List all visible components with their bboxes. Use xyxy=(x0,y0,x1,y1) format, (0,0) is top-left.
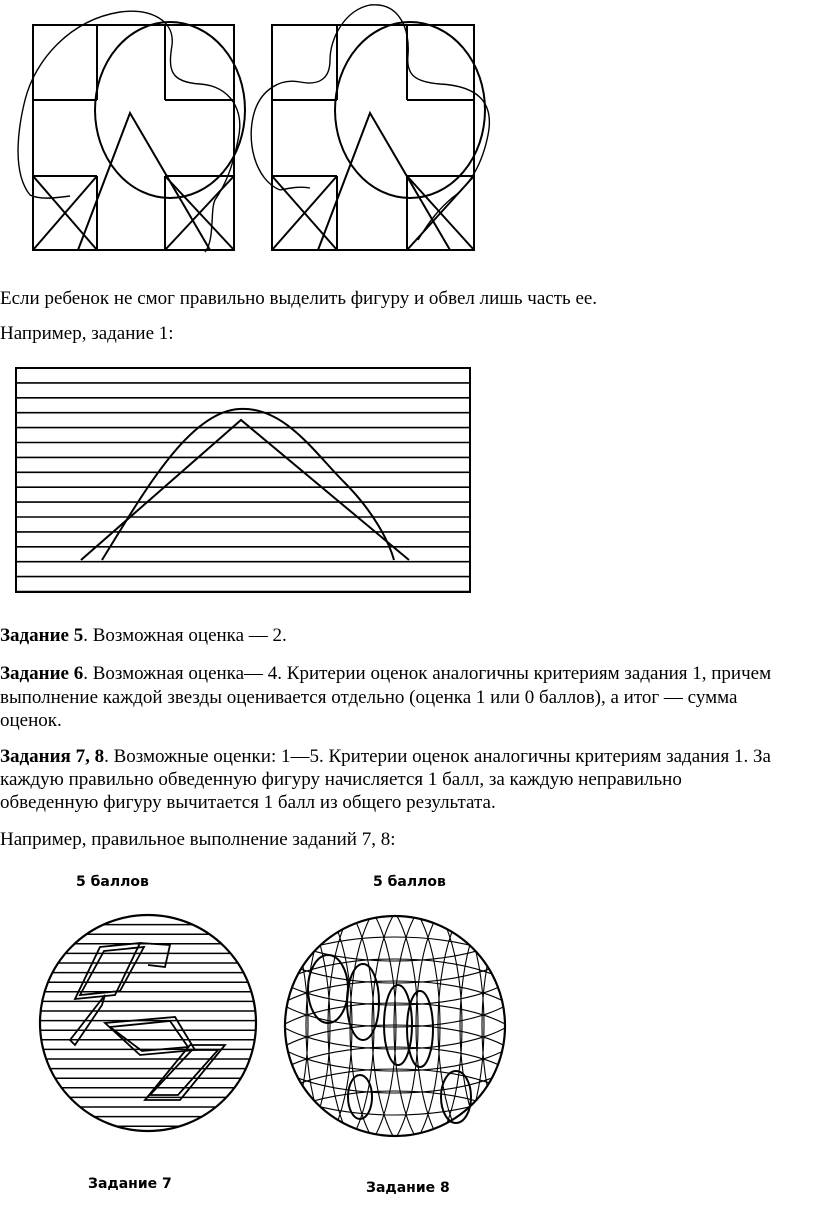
task1-example-drawing xyxy=(14,362,474,598)
task6-label: Задание 6 xyxy=(0,663,84,684)
task8-figure xyxy=(278,907,518,1147)
top-figures xyxy=(0,0,816,262)
task8-drawing xyxy=(278,907,518,1147)
task78-line2: каждую правильно обведенную фигуру начисляется 1 балл, за каждую неправильно xyxy=(0,769,682,790)
task7-figure xyxy=(30,905,270,1145)
task5-label: Задание 5 xyxy=(0,625,84,646)
task6-line1: Задание 6. Возможная оценка— 4. Критерии оценок аналогичны критериям задания 1, причем xyxy=(0,663,772,684)
intro-line: Если ребенок не смог правильно выделить фигуру и обвел лишь часть ее. xyxy=(0,288,598,309)
task78-line1: Задания 7, 8. Возможные оценки: 1—5. Критерии оценок аналогичны критериям задания 1. За xyxy=(0,746,771,767)
example-task78: Например, правильное выполнение заданий 7, 8: xyxy=(0,829,396,850)
task1-example-figure xyxy=(14,362,474,598)
top-figures-drawing xyxy=(0,0,816,262)
task78-line3: обведенную фигуру вычитается 1 балл из общего результата. xyxy=(0,792,496,813)
task6-line3: оценок. xyxy=(0,710,62,731)
task7-caption: Задание 7 xyxy=(88,1176,172,1192)
score-caption-right: 5 баллов xyxy=(373,874,446,890)
score-caption-left: 5 баллов xyxy=(76,874,149,890)
task6-line2: выполнение каждой звезды оценивается отдельно (оценка 1 или 0 баллов), а итог — сумма xyxy=(0,687,738,708)
task8-caption: Задание 8 xyxy=(366,1180,450,1196)
example-task1: Например, задание 1: xyxy=(0,323,174,344)
task78-label: Задания 7, 8 xyxy=(0,746,105,767)
task7-drawing xyxy=(30,905,270,1145)
task5-line: Задание 5. Возможная оценка — 2. xyxy=(0,625,287,646)
